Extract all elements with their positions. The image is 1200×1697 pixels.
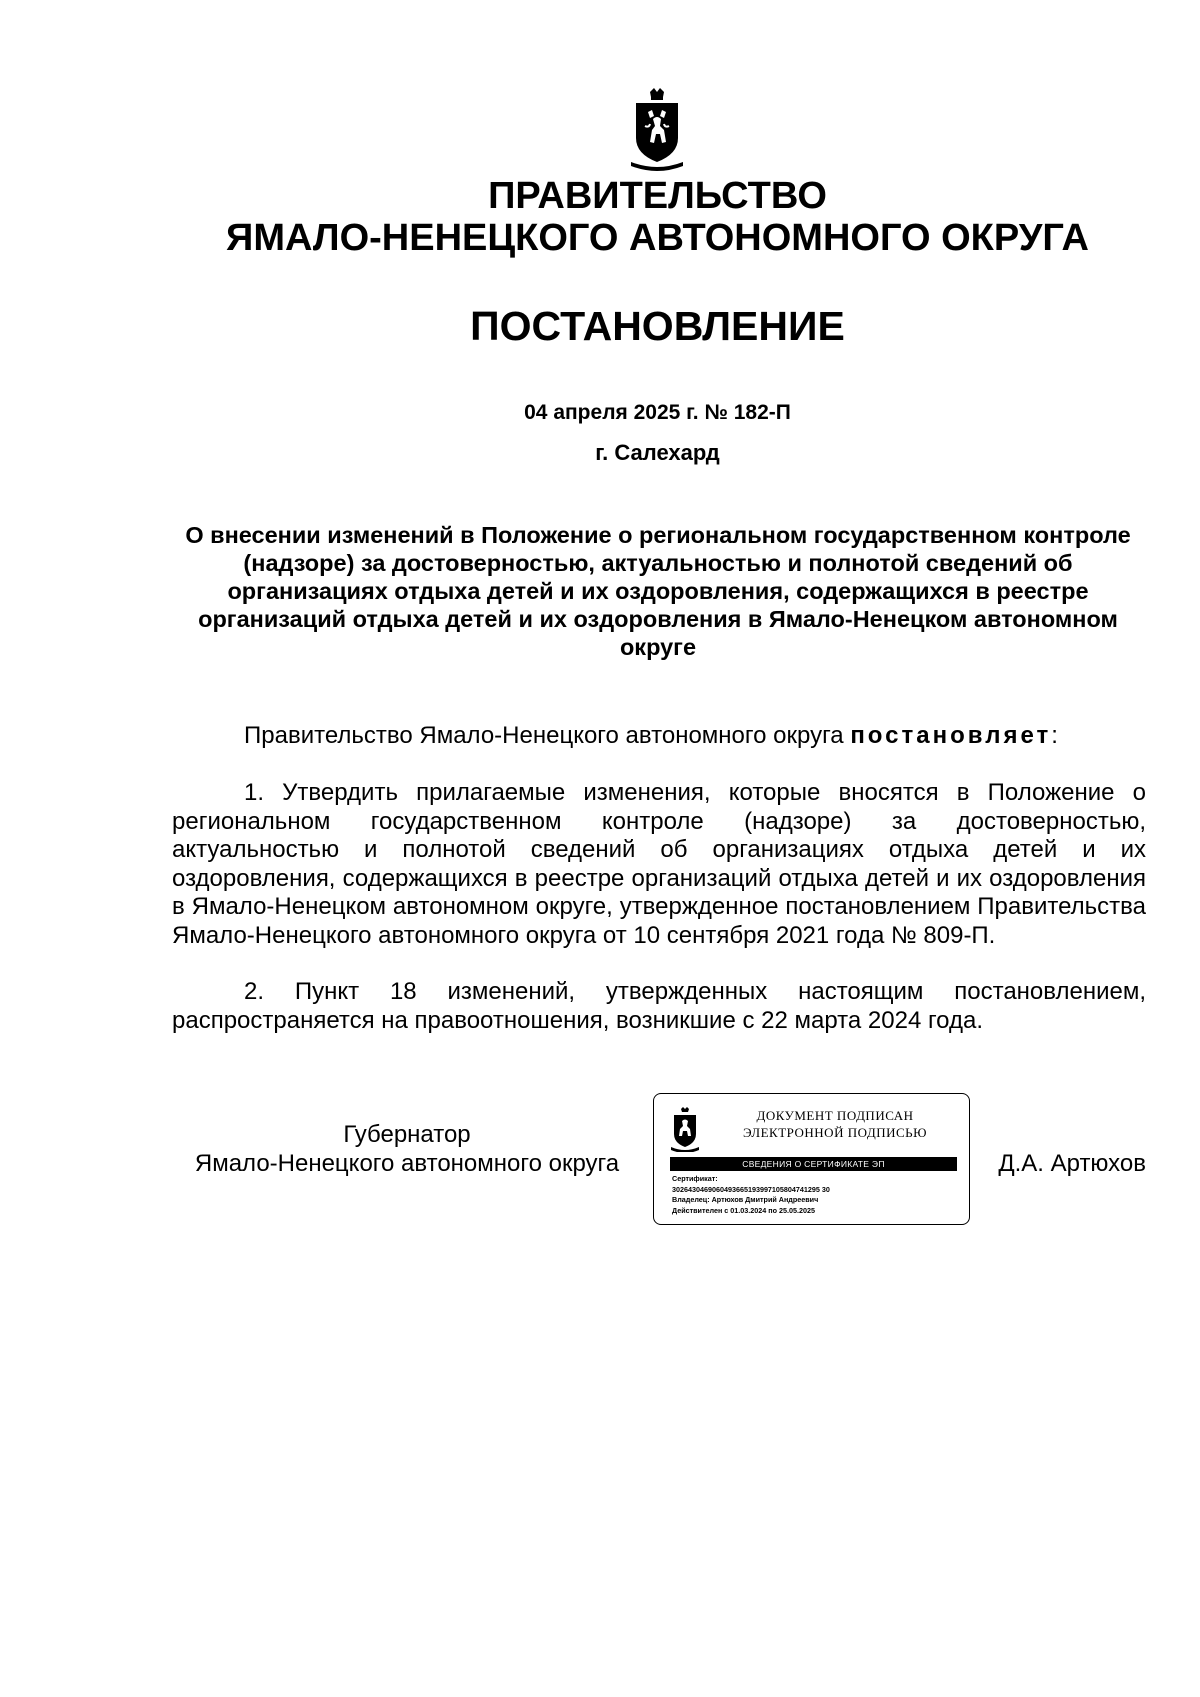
coat-of-arms-icon: [628, 86, 686, 172]
stamp-certificate-bar: СВЕДЕНИЯ О СЕРТИФИКАТЕ ЭП: [670, 1157, 957, 1171]
document-city: г. Салехард: [595, 440, 720, 465]
signatory-position: [172, 1121, 642, 1178]
document-date-number: 04 апреля 2025 г. № 182-П: [524, 401, 791, 424]
stamp-cert-number: 3026430469060493665193997105804741295 30: [672, 1184, 830, 1194]
stamp-title-line2: ЭЛЕКТРОННОЙ ПОДПИСЬЮ: [743, 1125, 927, 1140]
resolution-item-2: 2. Пункт 18 изменений, утвержденных настоящим постановлением, распространяется на правоотношения, возникшие с 22 марта 2024 года.: [172, 978, 1146, 1034]
document-type-title: ПОСТАНОВЛЕНИЕ: [470, 303, 845, 349]
government-title-line1: ПРАВИТЕЛЬСТВО: [488, 175, 827, 217]
signatory-position-line2: Ямало-Ненецкого автономного округа: [194, 1149, 620, 1177]
stamp-cert-label: Сертификат:: [672, 1174, 718, 1183]
document-subject: О внесении изменений в Положение о региональном государственном контроле (надзоре) за достоверностью, актуальностью и полнотой сведений об организациях отдыха детей и их оздоровления, содержащихся в реестре организаций отдыха детей и их оздоровления в Ямало-Ненецком автономном округе: [185, 522, 1131, 660]
intro-keyword: постановляет: [850, 722, 1052, 749]
government-title-line2: ЯМАЛО-НЕНЕЦКОГО АВТОНОМНОГО ОКРУГА: [226, 217, 1089, 259]
intro-paragraph: [172, 722, 1146, 751]
stamp-certificate-info: [672, 1174, 957, 1216]
stamp-coat-of-arms-icon: [670, 1106, 700, 1152]
stamp-validity: Действителен с 01.03.2024 по 25.05.2025: [672, 1205, 815, 1215]
stamp-title-line1: ДОКУМЕНТ ПОДПИСАН: [756, 1108, 914, 1123]
stamp-title: [710, 1107, 960, 1141]
signatory-position-line1: Губернатор: [343, 1121, 471, 1148]
intro-suffix: :: [1051, 722, 1058, 749]
signatory-name: Д.А. Артюхов: [998, 1150, 1146, 1177]
electronic-signature-stamp: [653, 1093, 970, 1225]
stamp-owner: Владелец: Артюхов Дмитрий Андреевич: [672, 1195, 819, 1204]
resolution-item-1: 1. Утвердить прилагаемые изменения, которые вносятся в Положение о региональном государственном контроле (надзоре) за достоверностью, актуальностью и полнотой сведений об организациях отдыха детей и их оздоровления, содержащихся в реестре организаций отдыха детей и их оздоровления в Ямало-Ненецком автономном округе, утвержденное постановлением Правительства Ямало-Ненецкого автономного округа от 10 сентября 2021 года № 809-П.: [172, 779, 1146, 949]
intro-prefix: Правительство Ямало-Ненецкого автономного округа: [244, 722, 851, 749]
